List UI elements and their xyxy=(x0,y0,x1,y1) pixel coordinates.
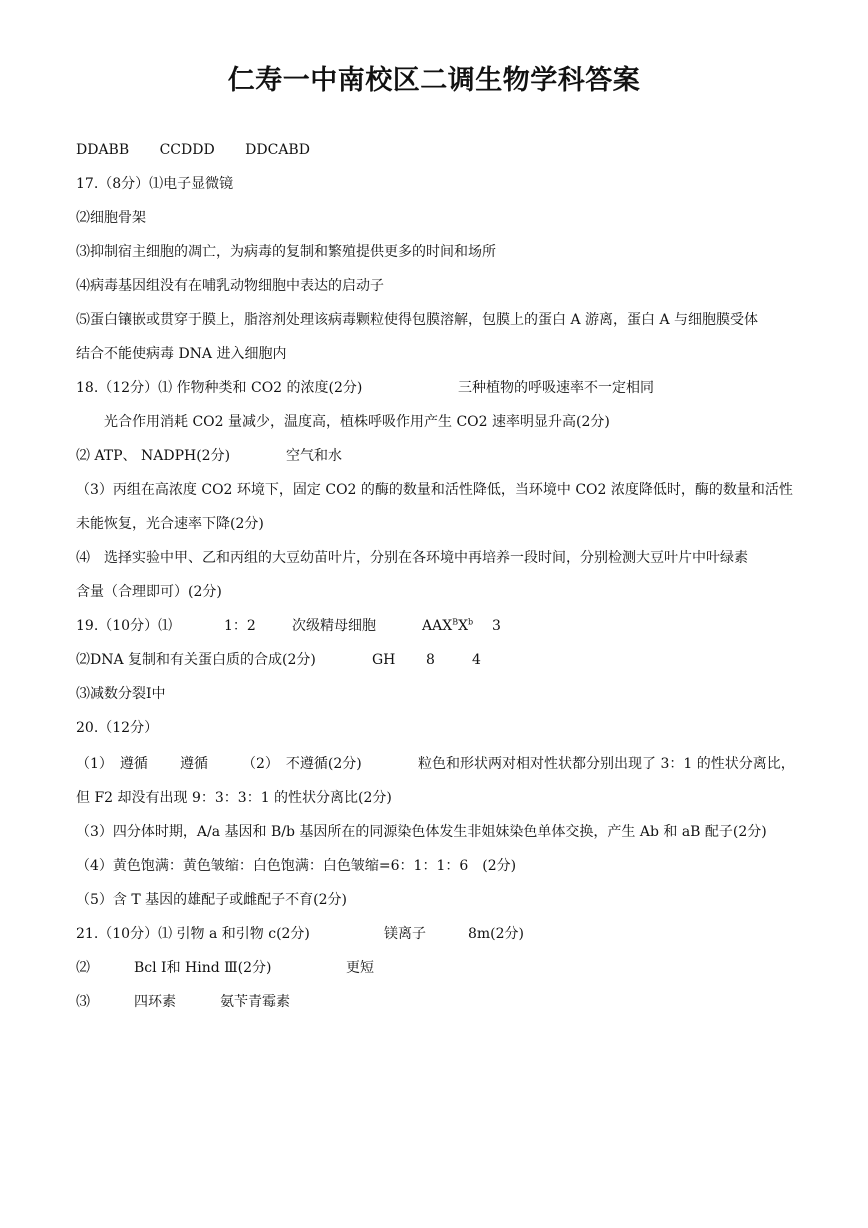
q21-part-1a: 21.（10分）⑴ 引物 a 和引物 c(2分) xyxy=(76,926,310,942)
q20-part-2d: 粒色和形状两对相对性状都分别出现了 3：1 的性状分离比， xyxy=(418,756,795,772)
q18-part-3b: 空气和水 xyxy=(286,448,342,464)
q19-genotype-base: AAX xyxy=(422,618,453,634)
q20-line-5: （4）黄色饱满：黄色皱缩：白色饱满：白色皱缩=6：1：1：6 (2分) xyxy=(76,858,517,874)
q21-part-1b: 镁离子 xyxy=(384,926,426,942)
q18-line-5: 未能恢复，光合速率下降(2分) xyxy=(76,516,264,532)
q21-part-3a: ⑶ xyxy=(76,994,90,1010)
q19-part-2b: GH xyxy=(372,652,396,668)
page-title: 仁寿一中南校区二调生物学科答案 xyxy=(227,65,641,96)
mc-group-3: DDCABD xyxy=(245,142,310,158)
q19-genotype-sup-1: B xyxy=(452,617,459,627)
q20-part-2c: （2） 不遵循(2分) xyxy=(242,756,362,772)
q21-line-2 xyxy=(76,958,374,978)
mc-group-1: DDABB xyxy=(76,142,130,158)
q18-line-3 xyxy=(76,446,342,466)
q20-part-2b: 遵循 xyxy=(180,756,208,772)
q21-part-3b: 四环素 xyxy=(134,994,176,1010)
q17-line-6: 结合不能使病毒 DNA 进入细胞内 xyxy=(76,346,287,362)
q21-part-2a: ⑵ xyxy=(76,960,90,976)
q19-part-1e: 3 xyxy=(492,618,501,634)
q21-line-1 xyxy=(76,924,525,944)
q18-part-1b: 三种植物的呼吸速率不一定相同 xyxy=(458,380,654,396)
q17-line-5: ⑸蛋白镶嵌或贯穿于膜上，脂溶剂处理该病毒颗粒使得包膜溶解，包膜上的蛋白 A 游离，蛋白 A 与细胞膜受体 xyxy=(76,312,759,328)
q21-part-2b: Bcl Ⅰ和 Hind Ⅲ(2分) xyxy=(134,960,272,976)
q20-line-3: 但 F2 却没有出现 9：3：3：1 的性状分离比(2分) xyxy=(76,790,392,806)
q19-part-2c: 8 xyxy=(426,652,435,668)
q19-genotype-mid: X xyxy=(458,618,469,634)
q18-line-4: （3）丙组在高浓度 CO2 环境下，固定 CO2 的酶的数量和活性降低，当环境中 CO2 浓度降低时，酶的数量和活性 xyxy=(76,482,793,498)
q18-line-7: 含量（合理即可）(2分) xyxy=(76,584,222,600)
q18-part-3a: ⑵ ATP、 NADPH(2分) xyxy=(76,448,231,464)
q17-line-1: 17.（8分）⑴电子显微镜 xyxy=(76,176,234,192)
q18-line-2: 光合作用消耗 CO2 量减少，温度高，植株呼吸作用产生 CO2 速率明显升高(2分) xyxy=(104,414,610,430)
q19-part-1b: 1：2 xyxy=(224,618,256,634)
q21-part-1c: 8m(2分) xyxy=(468,926,525,942)
q18-line-1 xyxy=(76,378,654,398)
q19-line-1 xyxy=(76,616,501,636)
q20-line-4: （3）四分体时期，A/a 基因和 B/b 基因所在的同源染色体发生非姐妹染色单体交换，产生 Ab 和 aB 配子(2分) xyxy=(76,824,767,840)
q21-line-3 xyxy=(76,992,290,1012)
q19-part-1a: 19.（10分）⑴ xyxy=(76,618,173,634)
q20-line-6: （5）含 T 基因的雄配子或雌配子不育(2分) xyxy=(76,892,347,908)
q19-line-2 xyxy=(76,650,481,670)
q17-line-2: ⑵细胞骨架 xyxy=(76,210,146,226)
q19-genotype-sup-2: b xyxy=(468,617,474,627)
q21-part-2c: 更短 xyxy=(346,960,374,976)
q17-line-4: ⑷病毒基因组没有在哺乳动物细胞中表达的启动子 xyxy=(76,278,384,294)
q21-part-3c: 氨苄青霉素 xyxy=(220,994,290,1010)
q20-part-2a: （1） 遵循 xyxy=(76,756,148,772)
q19-part-2a: ⑵DNA 复制和有关蛋白质的合成(2分) xyxy=(76,652,316,668)
q19-part-1c: 次级精母细胞 xyxy=(292,618,376,634)
q17-line-3: ⑶抑制宿主细胞的凋亡，为病毒的复制和繁殖提供更多的时间和场所 xyxy=(76,244,496,260)
mc-answers-line xyxy=(76,140,310,160)
q19-part-2d: 4 xyxy=(472,652,481,668)
q20-line-1: 20.（12分） xyxy=(76,720,159,736)
q19-genotype xyxy=(422,616,473,636)
q19-line-3: ⑶减数分裂Ⅰ中 xyxy=(76,686,166,702)
q20-line-2 xyxy=(76,754,795,774)
q18-line-6: ⑷ 选择实验中甲、乙和丙组的大豆幼苗叶片，分别在各环境中再培养一段时间，分别检测大豆叶片中叶绿素 xyxy=(76,550,748,566)
mc-group-2: CCDDD xyxy=(159,142,215,158)
q18-part-1a: 18.（12分）⑴ 作物种类和 CO2 的浓度(2分) xyxy=(76,380,363,396)
